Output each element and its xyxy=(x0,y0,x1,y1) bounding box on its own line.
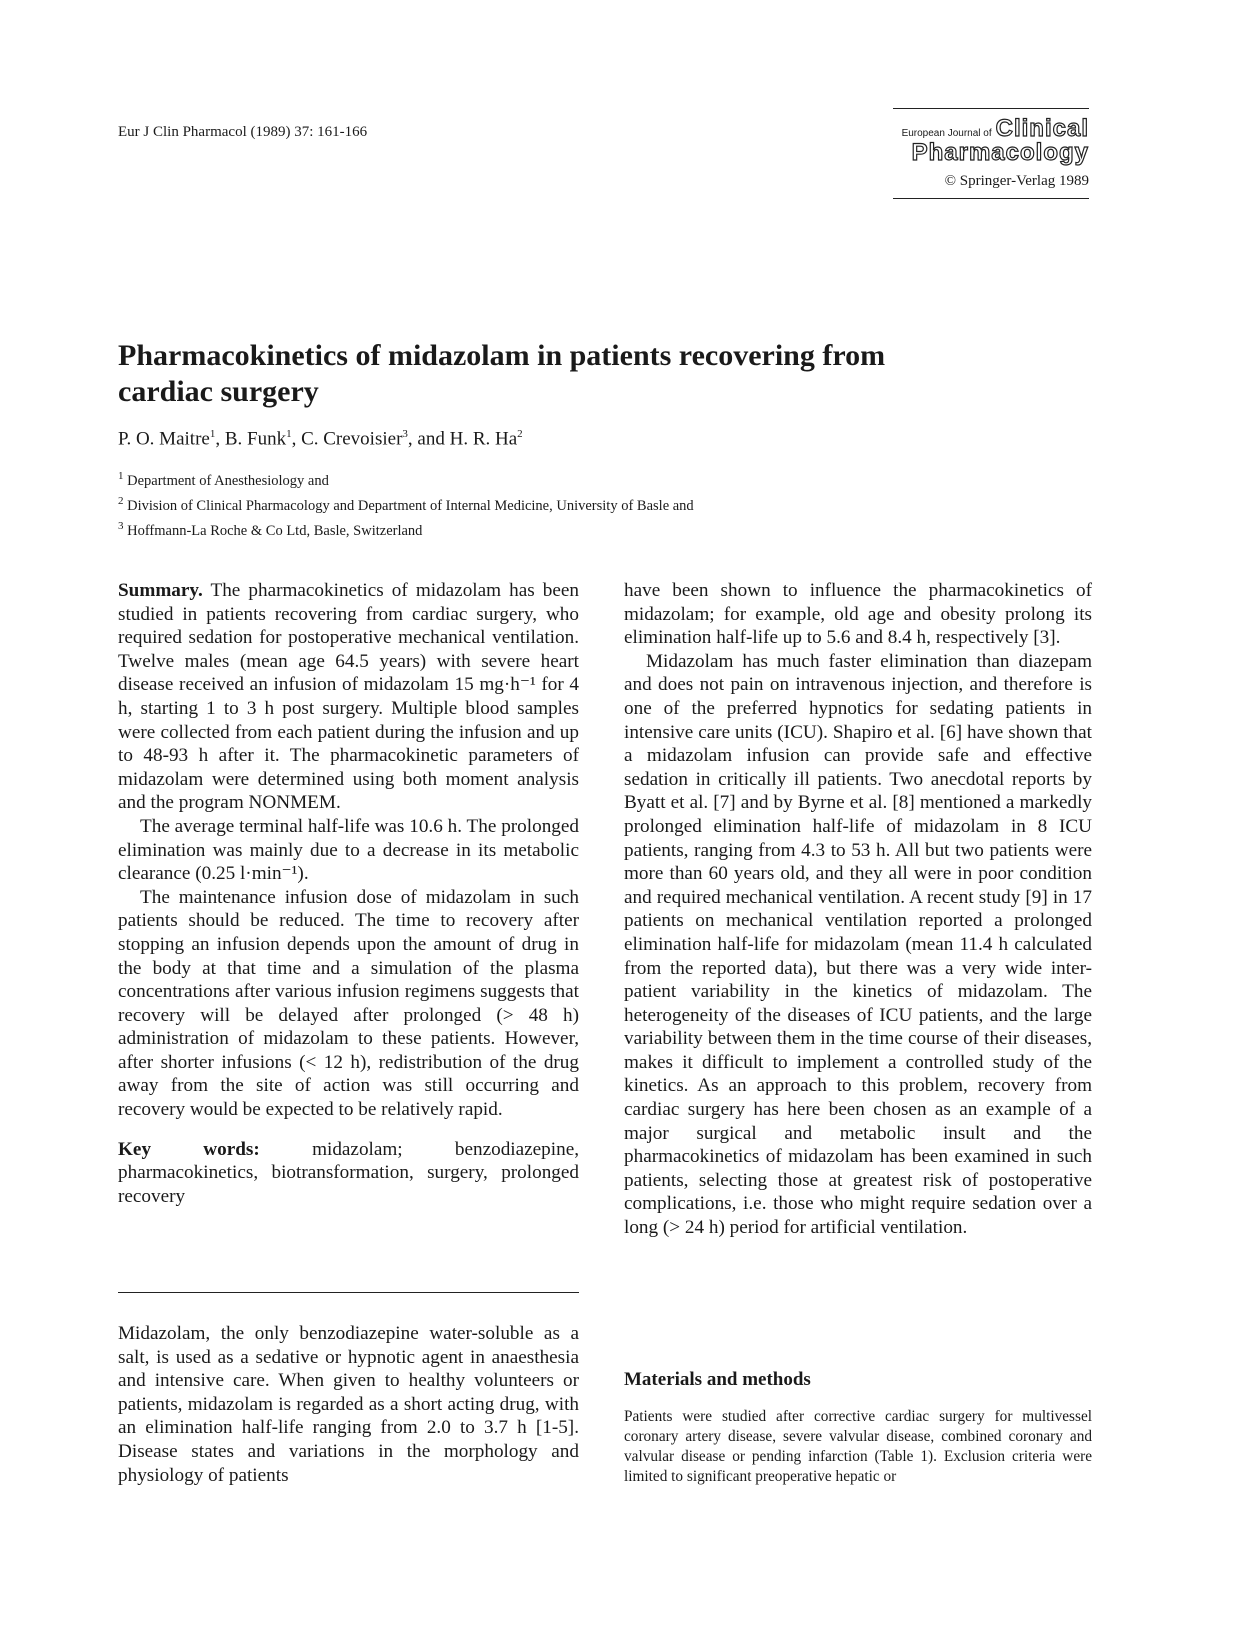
article-title: Pharmacokinetics of midazolam in patients recovering from cardiac surgery xyxy=(118,339,886,408)
affiliation-text: Division of Clinical Pharmacology and Department of Internal Medicine, University of Basle and xyxy=(127,497,694,514)
summary-label: Summary. xyxy=(118,580,203,601)
journal-logo-clinical: Clinical xyxy=(995,115,1089,142)
intro-paragraph: Midazolam has much faster elimination than diazepam and does not pain on intravenous injection, and therefore is one of the preferred hypnotics for sedating patients in intensive care units (ICU). Shapiro et al. [6] have shown that a midazolam infusion can provide safe and effective sedation in critically ill patients. Two anecdotal reports by Byatt et al. [7] and by Byrne et al. [8] mentioned a markedly prolonged elimination half-life of midazolam in 8 ICU patients, ranging from 4.3 to 53 h. All but two patients were more than 60 years old, and they all were in poor condition and required mechanical ventilation. A recent study [9] in 17 patients on mechanical ventilation reported a prolonged elimination half-life for midazolam (mean 11.4 h calculated from the reported data), but there was a very wide inter-patient variability in the kinetics of midazolam. The heterogeneity of the diseases of ICU patients, and the large variability between them in the time course of their diseases, makes it difficult to implement a controlled study of the kinetics. As an approach to this problem, recovery from cardiac surgery has here been chosen as an example of a major surgical and metabolic insult and the pharmacokinetics of midazolam has been examined in such patients, selecting those at greatest risk of postoperative complications, i.e. those who might require sedation over a long (> 24 h) period for artificial ventilation. xyxy=(624,650,1092,1239)
journal-logo-block xyxy=(893,108,1089,199)
author-separator: , and xyxy=(407,428,450,450)
introduction-right xyxy=(624,579,1092,1240)
journal-prefix: European Journal of xyxy=(901,128,992,139)
introduction-left xyxy=(118,1322,579,1487)
affiliation-item xyxy=(118,516,694,541)
intro-paragraph-continued: have been shown to influence the pharmacokinetics of midazolam; for example, old age and obesity prolong its elimination half-life up to 5.6 and 8.4 h, respectively [3]. xyxy=(624,580,1092,649)
author-affiliation-mark: 2 xyxy=(517,428,523,440)
author-separator: , xyxy=(291,428,302,450)
affiliation-number: 1 xyxy=(118,470,124,482)
summary-section xyxy=(118,579,579,1208)
journal-citation: Eur J Clin Pharmacol (1989) 37: 161-166 xyxy=(118,124,368,140)
affiliation-text: Department of Anesthesiology and xyxy=(127,472,329,489)
author-name: B. Funk xyxy=(224,428,287,450)
summary-paragraph xyxy=(118,579,579,815)
journal-logo-pharmacology: Pharmacology xyxy=(911,139,1089,166)
affiliation-list xyxy=(118,466,694,540)
affiliation-number: 2 xyxy=(118,494,124,507)
affiliation-text: Hoffmann-La Roche & Co Ltd, Basle, Switzerland xyxy=(127,522,423,539)
affiliation-item xyxy=(118,491,694,516)
author-name: P. O. Maitre xyxy=(118,428,210,450)
author-name: C. Crevoisier xyxy=(301,428,403,450)
intro-paragraph: Midazolam, the only benzodiazepine water-soluble as a salt, is used as a sedative or hypnotic agent in anaesthesia and intensive care. When given to healthy volunteers or patients, midazolam is regarded as a short acting drug, with an elimination half-life ranging from 2.0 to 3.7 h [1-5]. Disease states and variations in the morphology and physiology of patients xyxy=(118,1323,579,1486)
methods-heading: Materials and methods xyxy=(624,1369,811,1390)
affiliation-number: 3 xyxy=(118,519,124,532)
author-affiliation-mark: 3 xyxy=(402,428,408,440)
keywords-label: Key words: xyxy=(118,1138,260,1160)
affiliation-item xyxy=(118,466,694,491)
summary-paragraph: The average terminal half-life was 10.6 h. The prolonged elimination was mainly due to a decrease in its metabolic clearance (0.25 l·min⁻¹). xyxy=(118,815,579,885)
copyright-notice: © Springer-Verlag 1989 xyxy=(944,173,1089,189)
summary-text: The pharmacokinetics of midazolam has been studied in patients recovering from cardiac surgery, who required sedation for postoperative mechanical ventilation. Twelve males (mean age 64.5 years) with severe heart disease received an infusion of midazolam 15 mg·h⁻¹ for 4 h, starting 1 to 3 h post surgery. Multiple blood samples were collected from each patient during the infusion and up to 48-93 h after it. The pharmacokinetic parameters of midazolam were determined using both moment analysis and the program NONMEM. xyxy=(118,580,579,814)
author-affiliation-mark: 1 xyxy=(286,428,292,440)
keywords-text: midazolam; benzodiazepine, pharmacokinetics, biotransformation, surgery, prolonged recovery xyxy=(118,1138,580,1207)
author-separator: , xyxy=(215,428,225,450)
author-list xyxy=(118,428,523,450)
summary-paragraph: The maintenance infusion dose of midazolam in such patients should be reduced. The time to recovery after stopping an infusion depends upon the amount of drug in the body at that time and a simulation of the plasma concentrations after various infusion regimens suggests that recovery will be delayed after prolonged (> 48 h) administration of midazolam to these patients. However, after shorter infusions (< 12 h), redistribution of the drug away from the site of action was still occurring and recovery would be expected to be relatively rapid. xyxy=(118,886,579,1121)
methods-text: Patients were studied after corrective cardiac surgery for multivessel coronary artery disease, severe valvular disease, combined coronary and valvular disease or pending infarction (Table 1). Exclusion criteria were limited to significant preoperative hepatic or xyxy=(624,1408,1092,1485)
journal-bottom-rule xyxy=(893,198,1089,199)
journal-top-rule xyxy=(893,108,1089,109)
author-affiliation-mark: 1 xyxy=(209,428,216,440)
section-divider xyxy=(118,1292,579,1293)
keywords xyxy=(118,1138,579,1209)
author-name: H. R. Ha xyxy=(449,428,518,450)
